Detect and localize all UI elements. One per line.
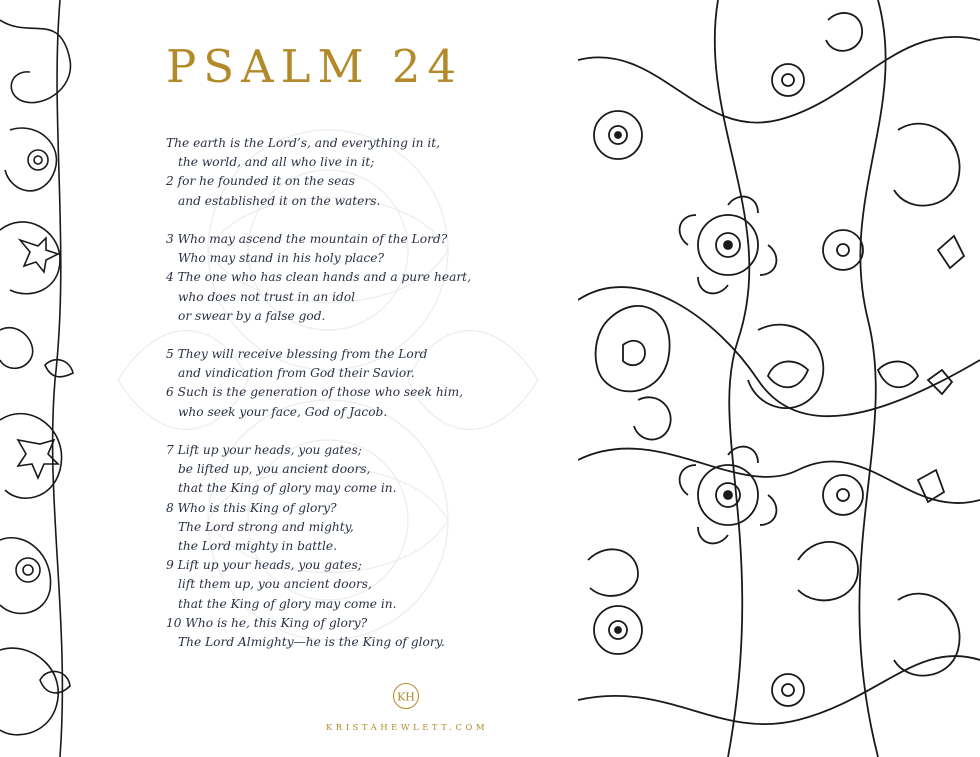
psalm-line: Who may stand in his holy place? <box>178 251 384 266</box>
page-title: PSALM 24 <box>166 40 464 93</box>
psalm-line: 10 Who is he, this King of glory? <box>166 615 368 630</box>
stanza-break <box>166 422 566 441</box>
floral-ornament-icon <box>578 0 980 757</box>
psalm-line: The Lord strong and mighty, <box>178 519 354 534</box>
psalm-line: The earth is the Lord’s, and everything in it, <box>166 136 441 150</box>
psalm-line: 4 The one who has clean hands and a pure heart, <box>166 270 471 285</box>
psalm-text <box>166 134 566 652</box>
psalm-line: that the King of glory may come in. <box>178 596 397 611</box>
psalm-line: or swear by a false god. <box>178 308 326 323</box>
floral-ornament-icon <box>0 0 78 757</box>
right-floral-panel <box>578 0 980 757</box>
left-floral-border <box>0 0 78 757</box>
psalm-line: and established it on the waters. <box>178 193 381 208</box>
psalm-line: that the King of glory may come in. <box>178 481 397 496</box>
psalm-line: who seek your face, God of Jacob. <box>178 404 388 419</box>
psalm-line: 5 They will receive blessing from the Lord <box>166 347 428 362</box>
psalm-line: who does not trust in an idol <box>178 289 356 304</box>
psalm-line: 2 for he founded it on the seas <box>166 174 355 189</box>
website-link: KRISTAHEWLETT.COM <box>325 723 489 733</box>
psalm-line: be lifted up, you ancient doors, <box>178 462 371 477</box>
logo-letters: KH <box>397 690 415 704</box>
psalm-line: 7 Lift up your heads, you gates; <box>166 443 362 457</box>
psalm-line: the Lord mighty in battle. <box>178 538 337 553</box>
psalm-line: 6 Such is the generation of those who seek him, <box>166 385 464 400</box>
stanza-break <box>166 326 566 345</box>
psalm-line: lift them up, you ancient doors, <box>178 577 372 592</box>
psalm-line: The Lord Almighty—he is the King of glory. <box>178 634 445 649</box>
psalm-line: 8 Who is this King of glory? <box>166 500 337 515</box>
psalm-line: the world, and all who live in it; <box>178 155 375 170</box>
stanza-break <box>166 211 566 230</box>
kh-monogram-icon <box>392 682 420 710</box>
psalm-line: 9 Lift up your heads, you gates; <box>166 558 362 573</box>
psalm-line: and vindication from God their Savior. <box>178 366 415 381</box>
psalm-line: 3 Who may ascend the mountain of the Lord? <box>166 231 448 246</box>
psalm-panel <box>78 0 578 757</box>
